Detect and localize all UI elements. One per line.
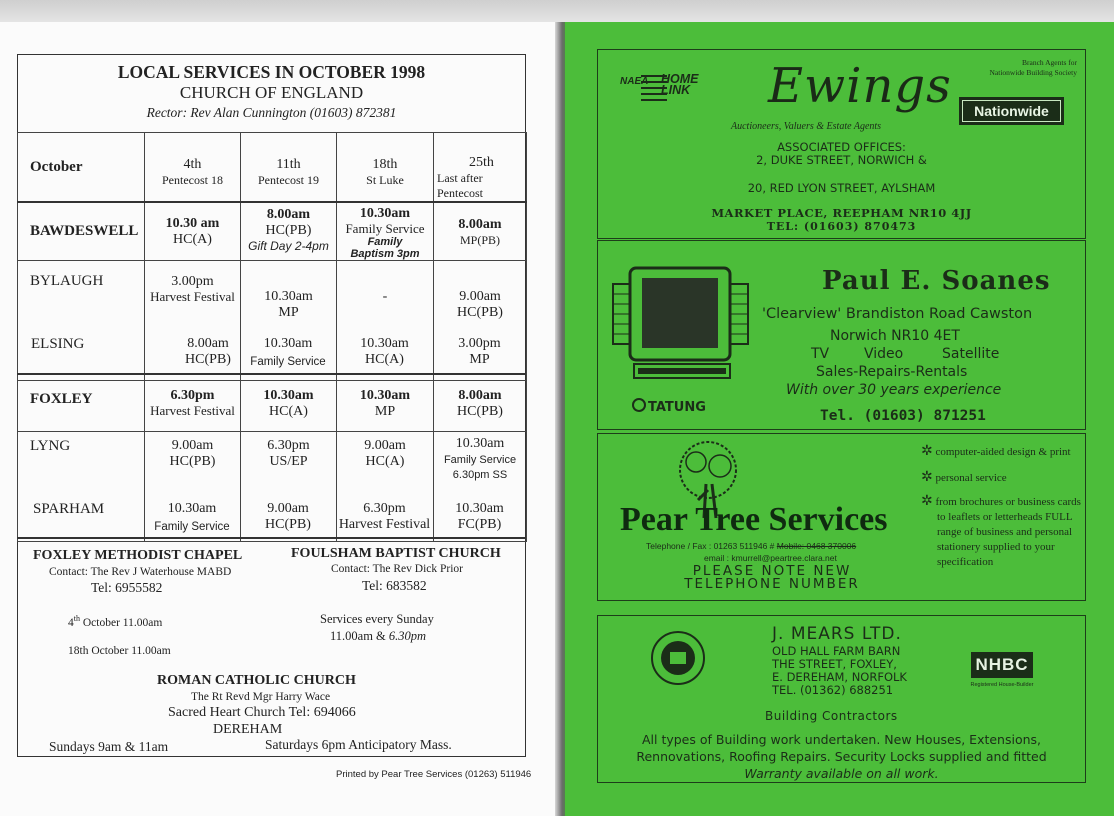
bullet-icon: ✲ xyxy=(921,494,933,509)
reepham-office: MARKET PLACE, REEPHAM NR10 4JJ xyxy=(711,206,972,220)
bullet-icon: ✲ xyxy=(921,470,933,485)
table-row: FOXLEY 6.30pm Harvest Festival 10.30am HC(A) 10.30am MP 8.00am HC(PB) xyxy=(18,381,527,432)
methodist-contact: Contact: The Rev J Waterhouse MABD xyxy=(49,566,232,578)
page-subtitle: CHURCH OF ENGLAND xyxy=(179,83,364,102)
table-row: BAWDESWELL 10.30 am HC(A) 8.00am HC(PB) Gift Day 2-4pm 10.30am Family Service Family Baptism 3pm 8.00am MP(PB) xyxy=(18,202,527,261)
new-number-notice: PLEASE NOTE NEW TELEPHONE NUMBER xyxy=(684,563,860,592)
date-header-1: 4th Pentecost 18 xyxy=(145,133,241,203)
month-header: October xyxy=(18,133,145,203)
soanes-experience: With over 30 years experience xyxy=(786,382,1002,398)
elsing-cell-2: 10.30am Family Service xyxy=(250,336,326,368)
page-title: LOCAL SERVICES IN OCTOBER 1998 xyxy=(117,62,426,82)
baptist-services: Services every Sunday xyxy=(320,612,434,626)
parish-sparham: SPARHAM xyxy=(33,501,105,517)
peartree-name: Pear Tree Services xyxy=(620,501,888,538)
builders-seal-icon xyxy=(650,630,706,686)
ewings-logo: Ewings xyxy=(768,58,952,114)
soanes-video: Video xyxy=(864,346,904,362)
baptist-title: FOULSHAM BAPTIST CHURCH xyxy=(291,546,501,561)
sparham-cell-1: 10.30am Family Service xyxy=(154,501,230,533)
aylsham-office: 20, RED LYON STREET, AYLSHAM xyxy=(747,181,936,195)
elsing-cell-1: 8.00am HC(PB) xyxy=(185,336,231,367)
methodist-title: FOXLEY METHODIST CHAPEL xyxy=(33,548,243,563)
services-header xyxy=(17,54,526,132)
mears-subtitle: Building Contractors xyxy=(765,709,898,723)
catholic-title: ROMAN CATHOLIC CHURCH xyxy=(157,673,356,688)
table-row: LYNG 9.00am HC(PB) 6.30pm US/EP 9.00am HC(A) 10.30am Family Service 6.30pm SS xyxy=(18,432,527,542)
soanes-tv: TV xyxy=(811,346,830,362)
catholic-town: DEREHAM xyxy=(213,722,283,737)
soanes-services: Sales-Repairs-Rentals xyxy=(816,364,968,380)
methodist-service-1: 4th October 11.00am xyxy=(68,614,163,629)
baptist-times: 11.00am & 6.30pm xyxy=(330,629,427,643)
methodist-tel: Tel: 6955582 xyxy=(91,580,163,595)
peartree-bullet-3: ✲ from brochures or business cards to leaflets or letterheads FULL range of business and personal stationery supplied to your specification xyxy=(921,494,1081,568)
sparham-cell-4: 10.30am FC(PB) xyxy=(455,501,504,532)
date-header-4: 25th Last after Pentecost xyxy=(434,133,527,203)
date-header-3: 18th St Luke xyxy=(337,133,434,203)
table-header-row xyxy=(18,133,527,203)
nationwide-badge: Nationwide xyxy=(959,97,1064,125)
table-row: BYLAUGH 3.00pm Harvest Festival 10.30am MP - 9.00am HC(PB) xyxy=(18,261,527,381)
mears-title: J. MEARS LTD. xyxy=(772,624,902,644)
nhbc-subtext: Registered House-Builder xyxy=(970,682,1034,688)
parish-lyng: LYNG xyxy=(18,432,145,542)
branch-agents-text: Branch Agents for Nationwide Building Society xyxy=(989,58,1077,77)
bullet-icon: ✲ xyxy=(921,444,933,459)
ewings-tel: TEL: (01603) 870473 xyxy=(766,220,917,233)
soanes-satellite: Satellite xyxy=(942,346,1000,362)
peartree-email: email : kmurrell@peartree.clara.net xyxy=(704,553,837,563)
ewings-tagline: Auctioneers, Valuers & Estate Agents xyxy=(731,121,882,132)
scan-top-edge xyxy=(0,0,1114,24)
soanes-address-1: 'Clearview' Brandiston Road Cawston xyxy=(762,306,1033,322)
soanes-tel: Tel. (01603) 871251 xyxy=(820,408,986,424)
tatung-circle-icon xyxy=(632,398,646,412)
catholic-sundays: Sundays 9am & 11am xyxy=(49,739,169,754)
table-bottom-rule xyxy=(17,537,526,539)
mears-address: OLD HALL FARM BARN THE STREET, FOXLEY, E. DEREHAM, NORFOLK TEL. (01362) 688251 xyxy=(772,644,907,697)
parish-foxley: FOXLEY xyxy=(18,381,145,432)
associated-offices: ASSOCIATED OFFICES: 2, DUKE STREET, NORWICH & xyxy=(756,140,927,167)
sparham-cell-2: 9.00am HC(PB) xyxy=(265,501,311,532)
peartree-bullet-2: ✲ personal service xyxy=(921,470,1007,485)
date-header-2: 11th Pentecost 19 xyxy=(241,133,337,203)
peartree-bullet-1: ✲ computer-aided design & print xyxy=(921,444,1071,459)
elsing-separator xyxy=(17,310,526,311)
soanes-address-2: Norwich NR10 4ET xyxy=(830,328,960,344)
baptist-tel: Tel: 683582 xyxy=(362,578,427,593)
elsing-cell-3: 10.30am HC(A) xyxy=(360,336,409,367)
catholic-church: Sacred Heart Church Tel: 694066 xyxy=(168,705,356,720)
baptist-contact: Contact: The Rev Dick Prior xyxy=(331,563,464,575)
mears-body: All types of Building work undertaken. New Houses, Extensions, Rennovations, Roofing Repairs. Security Locks supplied and fitted Warranty available on all work. xyxy=(636,732,1047,781)
catholic-saturdays: Saturdays 6pm Anticipatory Mass. xyxy=(265,737,452,752)
television-icon xyxy=(612,264,752,384)
nhbc-logo: NHBC xyxy=(971,652,1033,678)
parish-elsing: ELSING xyxy=(31,336,85,352)
sparham-cell-3: 6.30pm Harvest Festival xyxy=(338,501,431,532)
elsing-cell-4: 3.00pm MP xyxy=(458,336,501,367)
printer-credit: Printed by Pear Tree Services (01263) 511946 xyxy=(336,769,532,780)
naea-text: NAEA xyxy=(620,76,649,87)
soanes-name: Paul E. Soanes xyxy=(822,266,1051,296)
homelink-text: HOME LINK xyxy=(661,72,699,97)
elsing-bottom-rule xyxy=(17,373,526,375)
methodist-service-2: 18th October 11.00am xyxy=(68,645,171,657)
parish-bawdeswell: BAWDESWELL xyxy=(18,202,145,261)
rector-line: Rector: Rev Alan Cunnington (01603) 872381 xyxy=(146,105,397,120)
parish-bylaugh: BYLAUGH xyxy=(18,261,145,381)
tatung-logo: TATUNG xyxy=(632,398,706,415)
peartree-phone: Telephone / Fax : 01263 511946 # Mobile: 0468 370006 xyxy=(646,541,857,551)
catholic-priest: The Rt Revd Mgr Harry Wace xyxy=(191,691,331,703)
